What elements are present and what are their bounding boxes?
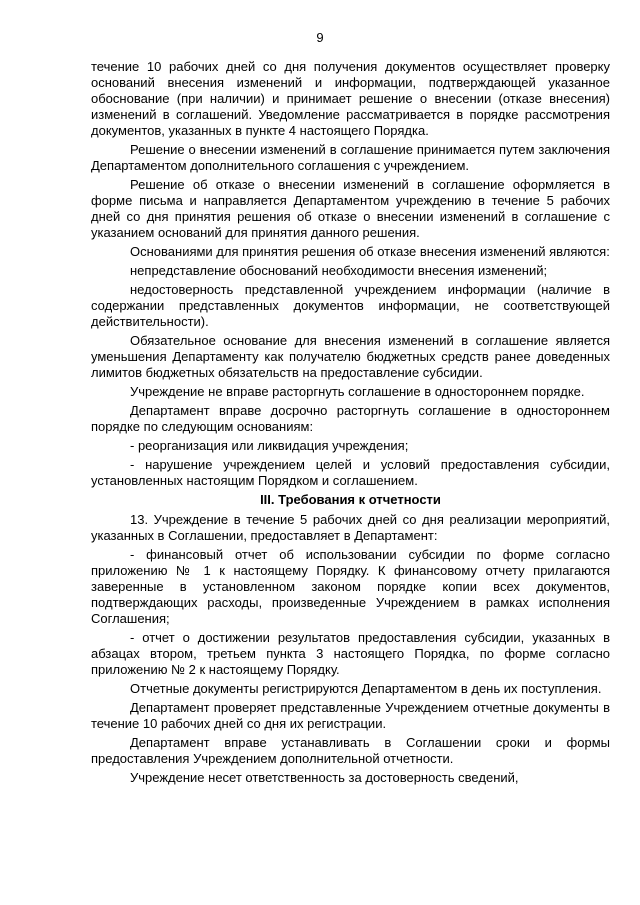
paragraph: - финансовый отчет об использовании субсидии по форме согласно приложению № 1 к настоящему Порядку. К финансовому отчету прилагаются заверенные в установленном законом порядке копии всех документов, подтверждающих расходы, произведенные Учреждением в рамках исполнения Соглашения; [91, 547, 610, 626]
paragraph: недостоверность представленной учреждением информации (наличие в содержании представленных документов информации, не соответствующей действительности). [91, 282, 610, 329]
paragraph: Департамент вправе устанавливать в Соглашении сроки и формы предоставления Учреждением дополнительной отчетности. [91, 735, 610, 766]
paragraph: Учреждение несет ответственность за достоверность сведений, [130, 770, 519, 785]
paragraph: - отчет о достижении результатов предоставления субсидии, указанных в абзацах втором, третьем пункта 3 настоящего Порядка, по форме согласно приложению № 2 к настоящему Порядку. [91, 630, 610, 677]
paragraph: - нарушение учреждением целей и условий предоставления субсидии, установленных настоящим Порядком и соглашением. [91, 457, 610, 488]
paragraph: течение 10 рабочих дней со дня получения документов осуществляет проверку оснований внесения изменений и информации, подтверждающей указанное обоснование (при наличии) и принимает решение о внесении (отказе внесения) изменений в соглашений. Уведомление рассматривается в порядке рассмотрения документов, указанных в пункте 4 настоящего Порядка. [91, 59, 610, 138]
page-number: 9 [316, 30, 324, 45]
paragraph: Департамент проверяет представленные Учреждением отчетные документы в течение 10 рабочих дней со дня их регистрации. [91, 700, 610, 731]
paragraph: Решение об отказе о внесении изменений в соглашение оформляется в форме письма и направляется Департаментом учреждению в течение 5 рабочих дней со дня принятия решения об отказе о внесении изменений в соглашение с указанием оснований для принятия данного решения. [91, 177, 610, 240]
paragraph: Отчетные документы регистрируются Департаментом в день их поступления. [130, 681, 602, 696]
paragraph: непредставление обоснований необходимости внесения изменений; [130, 263, 548, 278]
paragraph: - реорганизация или ликвидация учреждения; [130, 438, 409, 453]
paragraph: Учреждение не вправе расторгнуть соглашение в одностороннем порядке. [130, 384, 585, 399]
paragraph: Департамент вправе досрочно расторгнуть соглашение в одностороннем порядке по следующим основаниям: [91, 403, 610, 434]
section-heading: III. Требования к отчетности [260, 492, 441, 507]
paragraph: Обязательное основание для внесения изменений в соглашение является уменьшения Департаменту как получателю бюджетных средств ранее доведенных лимитов бюджетных обязательств на предоставление субсидии. [91, 333, 610, 380]
document-body [91, 59, 610, 789]
paragraph: 13. Учреждение в течение 5 рабочих дней со дня реализации мероприятий, указанных в Соглашении, предоставляет в Департамент: [91, 512, 610, 543]
paragraph: Решение о внесении изменений в соглашение принимается путем заключения Департаментом дополнительного соглашения с учреждением. [91, 142, 610, 173]
paragraph: Основаниями для принятия решения об отказе внесения изменений являются: [130, 244, 610, 259]
